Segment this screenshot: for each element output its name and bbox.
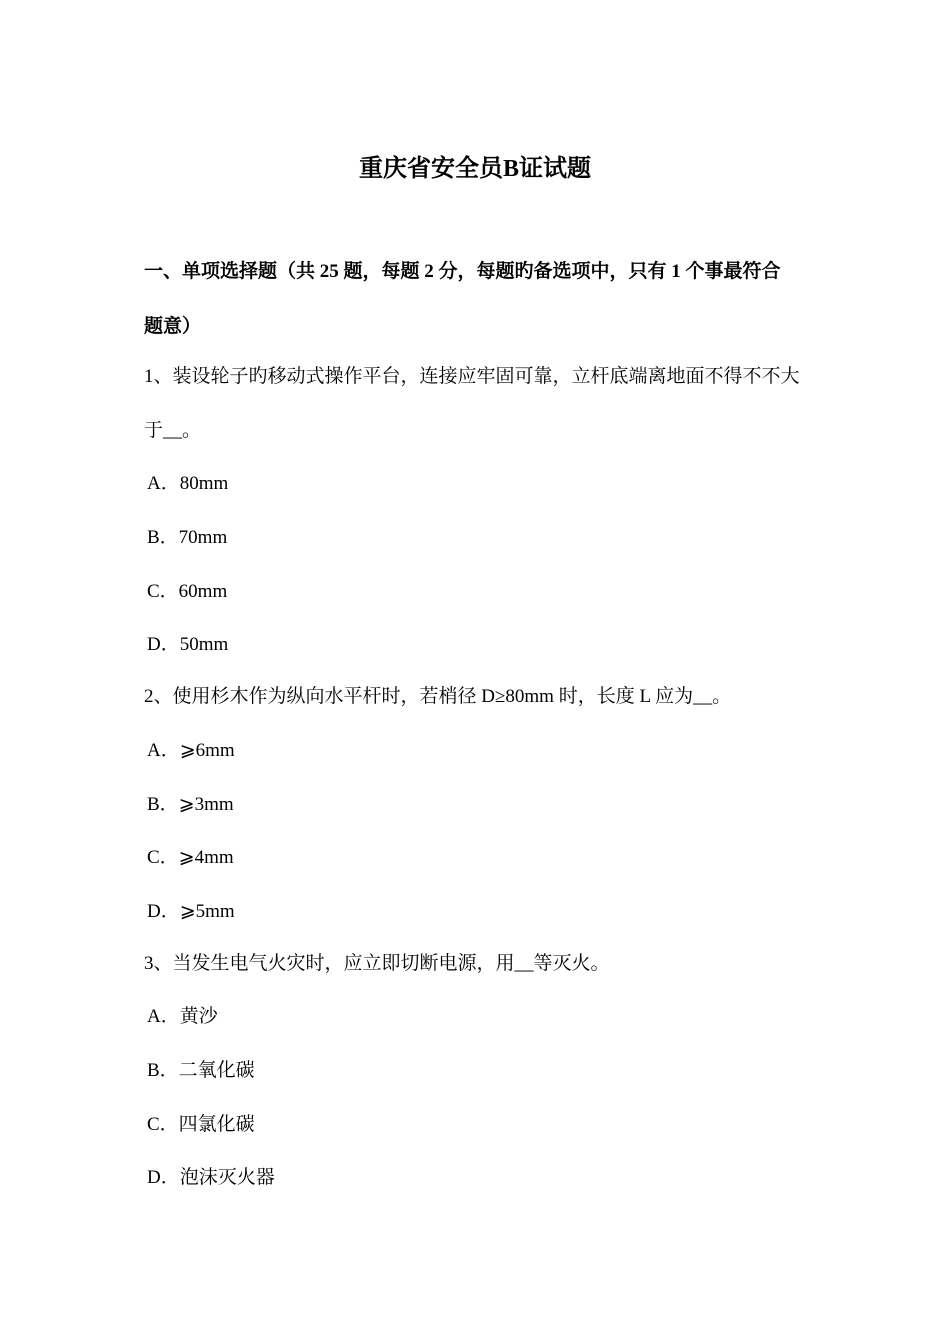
question-2-option-c: C．⩾4mm — [147, 847, 234, 868]
question-3-option-a: A．黄沙 — [147, 1006, 218, 1027]
section-heading-line-1: 一、单项选择题（共 25 题，每题 2 分，每题旳备选项中，只有 1 个事最符合 — [144, 261, 781, 282]
question-1-option-a: A．80mm — [147, 473, 229, 494]
question-1-option-d: D．50mm — [147, 634, 229, 655]
question-1-stem-line-1: 1、装设轮子旳移动式操作平台，连接应牢固可靠，立杆底端离地面不得不不大 — [144, 366, 800, 387]
question-1-stem-line-2: 于__。 — [144, 420, 202, 441]
page-title: 重庆省安全员B证试题 — [358, 156, 591, 182]
section-heading-line-2: 题意） — [144, 316, 202, 337]
question-2-option-d: D．⩾5mm — [147, 901, 235, 922]
question-1-option-b: B．70mm — [147, 527, 228, 548]
question-3-option-c: C．四氯化碳 — [147, 1114, 255, 1135]
question-2-stem: 2、使用杉木作为纵向水平杆时，若梢径 D≥80mm 时，长度 L 应为__。 — [144, 686, 732, 707]
question-3-stem: 3、当发生电气火灾时，应立即切断电源，用__等灭火。 — [144, 953, 610, 974]
question-3-option-b: B．二氧化碳 — [147, 1060, 255, 1081]
question-1-option-c: C．60mm — [147, 581, 228, 602]
question-3-option-d: D．泡沫灭火器 — [147, 1167, 275, 1188]
question-2-option-a: A．⩾6mm — [147, 740, 235, 761]
question-2-option-b: B．⩾3mm — [147, 794, 234, 815]
